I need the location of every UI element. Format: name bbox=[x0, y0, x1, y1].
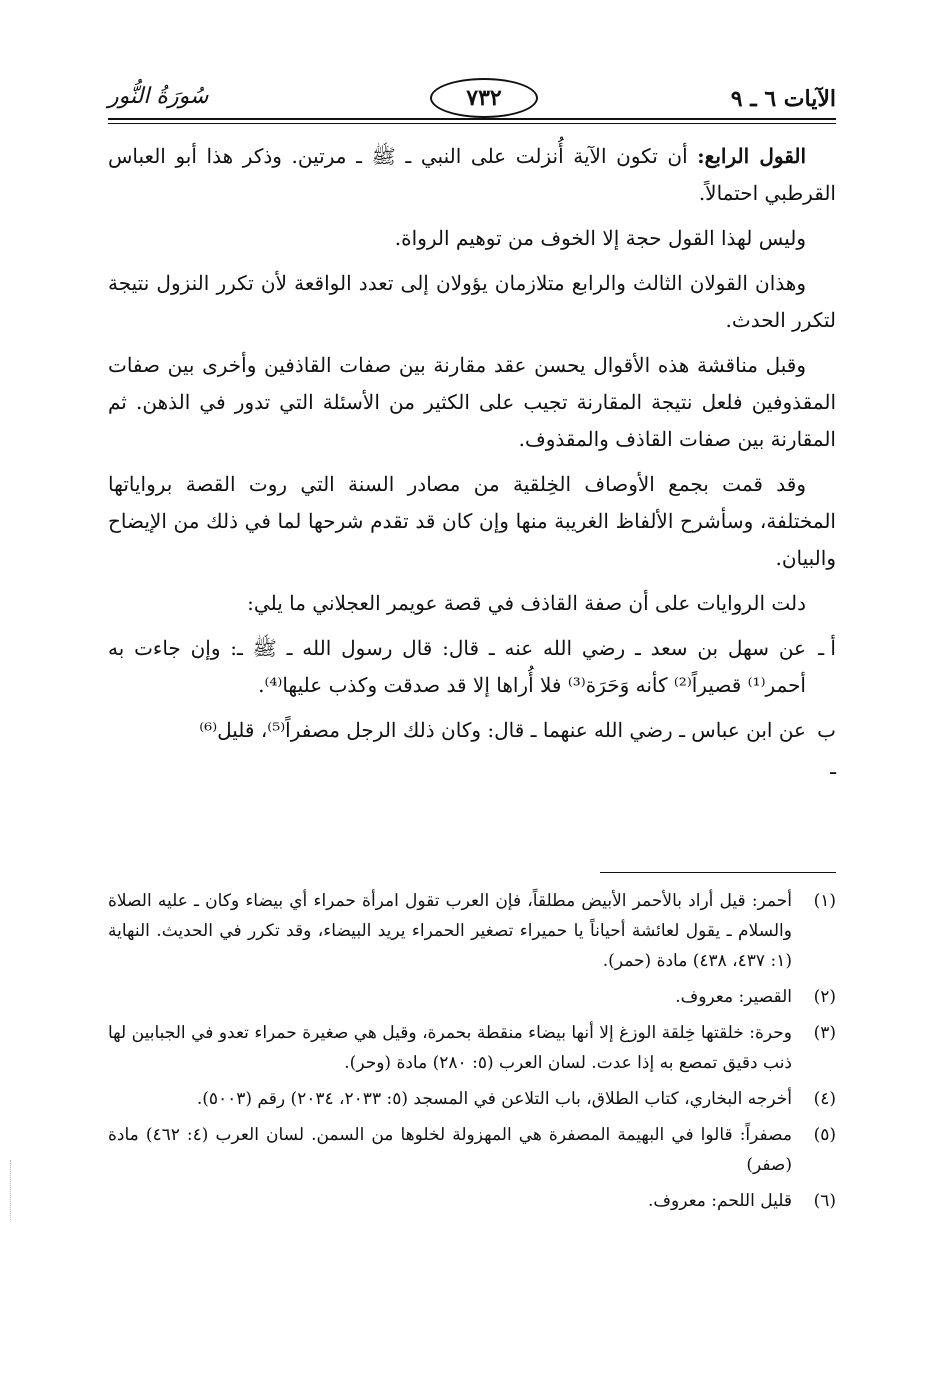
list-item-a bbox=[108, 630, 836, 704]
page-header bbox=[108, 78, 836, 128]
paragraph: وقد قمت بجمع الأوصاف الخِلقية من مصادر السنة التي روت القصة برواياتها المختلفة، وسأشرح الألفاظ الغريبة منها وإن كان قد تقدم شرحها لما في ذلك من الإيضاح والبيان. bbox=[108, 472, 836, 570]
list-item-text: عن سهل بن سعد ـ رضي الله عنه ـ قال: قال رسول الله ـ ﷺ ـ: وإن جاءت به أحمر⁽¹⁾ قصيراً⁽²⁾ كأنه وَحَرَة⁽³⁾ فلا أُراها إلا قد صدقت وكذب عليها⁽⁴⁾. bbox=[108, 636, 806, 697]
surah-name: سُورَةُ النُّور bbox=[108, 84, 209, 109]
footnote-text: أحمر: قيل أراد بالأحمر الأبيض مطلقاً، فإن العرب تقول امرأة حمراء أي بيضاء وكان ـ عليه الصلاة والسلام ـ يقول لعائشة أحياناً يا حميراء تصغير الحمراء يريد البيضاء، وقد تكرر في الحديث. النهاية (١: ٤٣٧، ٤٣٨) مادة (حمر). bbox=[108, 891, 792, 971]
scan-edge-mark bbox=[10, 1160, 12, 1220]
list-marker: أ ـ bbox=[818, 636, 836, 660]
footnote-number: (٥) bbox=[813, 1125, 836, 1145]
footnote-separator bbox=[600, 872, 836, 873]
list-marker: ب ـ bbox=[817, 718, 836, 779]
footnote bbox=[108, 1186, 836, 1216]
footnote bbox=[108, 1084, 836, 1114]
list-item-text: عن ابن عباس ـ رضي الله عنهما ـ قال: وكان ذلك الرجل مصفراً⁽⁵⁾، قليل⁽⁶⁾ bbox=[199, 718, 806, 742]
footnote bbox=[108, 1120, 836, 1180]
list-item-b bbox=[108, 712, 836, 786]
footnote-text: وحرة: خلقتها خِلقة الوزغ إلا أنها بيضاء منقطة بحمرة، وقيل هي صغيرة حمراء تعدو في الجبابين لها ذنب دقيق تمصع به إذا عدت. لسان العرب (٥: ٢٨٠) مادة (وحر). bbox=[108, 1023, 792, 1073]
footnote-number: (٣) bbox=[813, 1023, 836, 1043]
fourth-opinion-text: أن تكون الآية أُنزلت على النبي ـ ﷺ ـ مرتين. وذكر هذا أبو العباس القرطبي احتمالاً. bbox=[108, 144, 836, 205]
paragraph: وقبل مناقشة هذه الأقوال يحسن عقد مقارنة بين صفات القاذفين وأخرى بين صفات المقذوفين فلعل نتيجة المقارنة تجيب على الكثير من الأسئلة التي تدور في الذهن. ثم المقارنة بين صفات القاذف والمقذوف. bbox=[108, 353, 836, 451]
footnote-text: مصفراً: قالوا في البهيمة المصفرة هي المهزولة لخلوها من السمن. لسان العرب (٤: ٤٦٢) مادة (صفر) bbox=[108, 1125, 792, 1175]
footnote-text: أخرجه البخاري، كتاب الطلاق، باب التلاعن في المسجد (٥: ٢٠٣٣، ٢٠٣٤) رقم (٥٠٠٣). bbox=[196, 1089, 792, 1109]
footnote-number: (٤) bbox=[813, 1089, 836, 1109]
footnote-number: (١) bbox=[813, 891, 836, 911]
verses-range: الآيات ٦ ـ ٩ bbox=[730, 86, 836, 112]
footnote bbox=[108, 886, 836, 976]
paragraph-fourth-opinion bbox=[108, 138, 836, 212]
footnote bbox=[108, 982, 836, 1012]
footnote bbox=[108, 1018, 836, 1078]
footnote-text: القصير: معروف. bbox=[675, 987, 792, 1007]
paragraph: وهذان القولان الثالث والرابع متلازمان يؤولان إلى تعدد الواقعة لأن تكرر النزول نتيجة لتكرر الحدث. bbox=[108, 271, 836, 332]
footnote-number: (٦) bbox=[813, 1191, 836, 1211]
paragraph: وليس لهذا القول حجة إلا الخوف من توهيم الرواة. bbox=[394, 226, 806, 250]
header-rule-thin bbox=[108, 123, 836, 124]
footnote-text: قليل اللحم: معروف. bbox=[647, 1191, 792, 1211]
main-text bbox=[108, 138, 836, 794]
page-number: ٧٣٢ bbox=[430, 78, 538, 118]
footnotes bbox=[108, 886, 836, 1222]
footnote-number: (٢) bbox=[813, 987, 836, 1007]
paragraph: دلت الروايات على أن صفة القاذف في قصة عويمر العجلاني ما يلي: bbox=[247, 591, 806, 615]
fourth-opinion-term: القول الرابع: bbox=[697, 144, 806, 168]
header-rule-thick bbox=[108, 118, 836, 120]
